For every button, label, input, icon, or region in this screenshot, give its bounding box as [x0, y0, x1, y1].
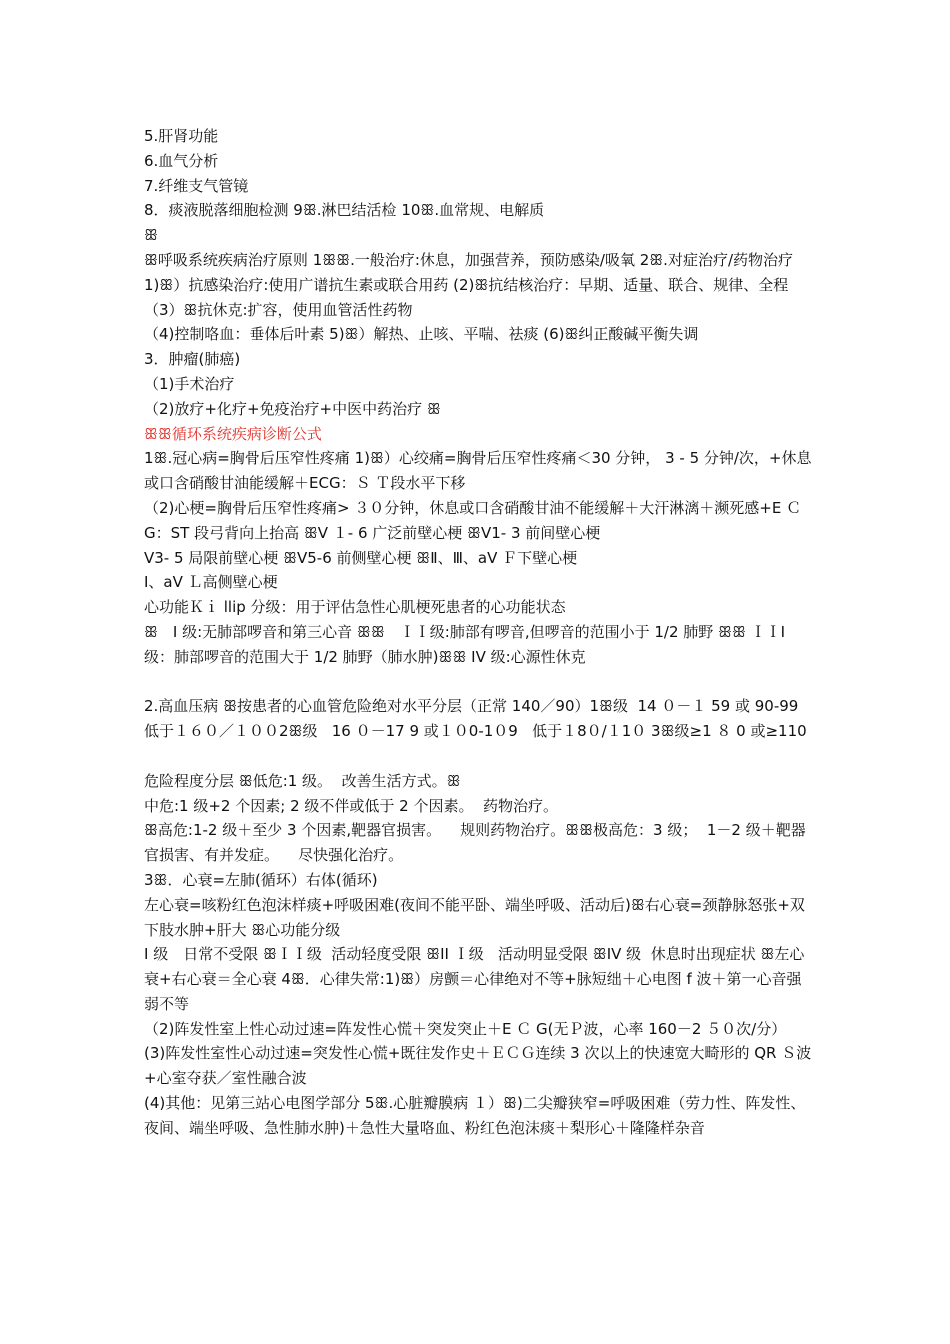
paragraph: （1)手术治疗	[144, 374, 235, 393]
paragraph: 8．痰液脱落细胞检测 9ꕥ.淋巴结活检 10ꕥ.血常规、电解质	[144, 201, 545, 220]
section-heading-red: ꕥꕥ循环系统疾病诊断公式	[144, 424, 322, 443]
blank-line	[144, 670, 812, 695]
paragraph: ꕥ高危:1-2 级＋至少 3 个因素,靶器官损害。 规则药物治疗。ꕥꕥ极高危：3 级； 1－2 级＋靶器官损害、有并发症。 尽快强化治疗。	[144, 821, 806, 865]
paragraph: （4)控制咯血：垂体后叶素 5)ꕥ）解热、止咳、平喘、祛痰 (6)ꕥ纠正酸碱平衡失调	[144, 325, 699, 344]
blank-line	[144, 744, 812, 769]
paragraph: 左心衰=咳粉红色泡沫样痰+呼吸困难(夜间不能平卧、端坐呼吸、活动后)ꕥ右心衰=颈静脉怒张+双下肢水肿+肝大 ꕥ心功能分级	[144, 895, 805, 939]
paragraph: 2.高血压病 ꕥ按患者的心血管危险绝对水平分层（正常 140／90）1ꕥ级 14 ０－１ 59 或 90-99 低于１６０／１００2ꕥ级 16 ０－17 9 或１０0-1０9 低于１8０/１1０ 3ꕥ级≥1 ８ 0 或≥110	[144, 697, 807, 741]
paragraph: 7.纤维支气管镜	[144, 176, 249, 195]
paragraph: 心功能Ｋｉ llip 分级：用于评估急性心肌梗死患者的心功能状态	[144, 598, 566, 617]
paragraph: （2)放疗+化疗+免疫治疗+中医中药治疗 ꕥ	[144, 399, 441, 418]
section-heading: 3．肿瘤(肺癌)	[144, 350, 241, 369]
paragraph: (4)其他：见第三站心电图学部分 5ꕥ.心脏瓣膜病 １）ꕥ)二尖瓣狭窄=呼吸困难（劳力性、阵发性、夜间、端坐呼吸、急性肺水肿)＋急性大量咯血、粉红色泡沫痰＋梨形心＋隆隆样杂音	[144, 1094, 806, 1137]
paragraph: 危险程度分层 ꕥ低危:1 级。 改善生活方式。ꕥ	[144, 771, 461, 790]
paragraph: （2)阵发性室上性心动过速=阵发性心慌＋突发突止＋E Ｃ G(无Ｐ波，心率 160－2 ５０次/分）	[144, 1019, 787, 1038]
paragraph: (3)阵发性室性心动过速=突发性心慌+既往发作史＋ＥＣＧ连续 3 次以上的快速宽大畸形的 QR Ｓ波+心室夺获／室性融合波	[144, 1044, 812, 1088]
paragraph: ꕥ呼吸系统疾病治疗原则 1ꕥꕥ.一般治疗:休息，加强营养，预防感染/吸氧 2ꕥ.对症治疗/药物治疗 1)ꕥ）抗感染治疗:使用广谱抗生素或联合用药 (2)ꕥ抗结核治疗：早期、适量、联合、规律、全程 （3）ꕥ抗休克:扩容，使用血管活性药物	[144, 250, 798, 319]
paragraph: I 级 日常不受限 ꕥＩＩ级 活动轻度受限 ꕥII Ｉ级 活动明显受限 ꕥIV 级 休息时出现症状 ꕥ左心衰+右心衰＝全心衰 4ꕥ．心律失常:1)ꕥ）房颤＝心律绝对不等+脉短绌＋心电图 f 波＋第一心音强弱不等	[144, 945, 805, 1013]
paragraph: （2)心梗=胸骨后压窄性疼痛> ３０分钟，休息或口含硝酸甘油不能缓解＋大汗淋漓＋濒死感+E Ｃ G：ST 段弓背向上抬高 ꕥV １- 6 广泛前壁心梗 ꕥV1- 3 前间壁心梗	[144, 498, 806, 542]
paragraph: ꕥ	[144, 226, 158, 245]
paragraph: ꕥ I 级:无肺部啰音和第三心音 ꕥꕥ ＩＩ级:肺部有啰音,但啰音的范围小于 1/2 肺野 ꕥꕥ ＩＩI 级：肺部啰音的范围大于 1/2 肺野（肺水肿)ꕥꕥ IV 级:心源性休克	[144, 622, 790, 666]
paragraph: 5.肝肾功能	[144, 127, 219, 145]
paragraph: V3- 5 局限前壁心梗 ꕥV5-6 前侧壁心梗 ꕥⅡ、Ⅲ、aV Ｆ下壁心梗	[144, 548, 578, 567]
paragraph: 6.血气分析	[144, 151, 219, 170]
section-heading: 3ꕥ．心衰=左肺(循环）右体(循环)	[144, 870, 378, 889]
paragraph: 1ꕥ.冠心病=胸骨后压窄性疼痛 1)ꕥ）心绞痛=胸骨后压窄性疼痛＜30 分钟， 3 - 5 分钟/次，+休息或口含硝酸甘油能缓解＋ECG：Ｓ Ｔ段水平下移	[144, 449, 812, 493]
paragraph: 中危:1 级+2 个因素; 2 级不伴或低于 2 个因素。 药物治疗。	[144, 796, 558, 815]
paragraph: I、aV Ｌ高侧壁心梗	[144, 573, 278, 592]
